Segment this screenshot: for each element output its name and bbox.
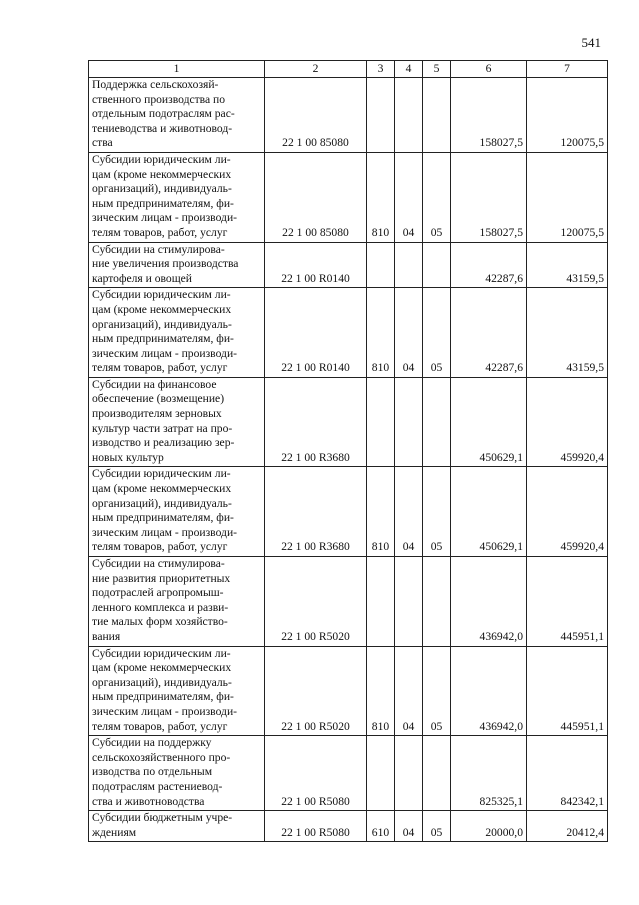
row-col4: 04 [395,152,423,242]
table-row [89,242,608,288]
row-col4 [395,557,423,647]
row-col5: 05 [423,467,451,557]
row-col4: 04 [395,811,423,842]
table-row [89,811,608,842]
row-value-6: 450629,1 [451,377,527,467]
table-row [89,377,608,467]
row-value-6: 158027,5 [451,152,527,242]
header-cell: 2 [265,61,367,78]
row-value-7: 459920,4 [527,467,608,557]
row-description: Субсидии юридическим ли- цам (кроме некоммерческих организаций), индивидуаль- ным предпринимателям, фи- зическим лицам - производи- телям товаров, работ, услуг [89,646,265,736]
row-col5 [423,377,451,467]
row-col4 [395,377,423,467]
row-value-6: 450629,1 [451,467,527,557]
row-col5: 05 [423,811,451,842]
row-col4 [395,736,423,811]
table-row [89,78,608,153]
row-col4 [395,78,423,153]
row-col4: 04 [395,288,423,378]
row-value-6: 20000,0 [451,811,527,842]
row-value-7: 20412,4 [527,811,608,842]
row-col5 [423,736,451,811]
row-col5: 05 [423,288,451,378]
row-value-7: 445951,1 [527,646,608,736]
header-cell: 3 [367,61,395,78]
row-col3: 810 [367,467,395,557]
row-col3 [367,78,395,153]
row-col4 [395,242,423,288]
header-cell: 6 [451,61,527,78]
row-col3 [367,242,395,288]
header-cell: 4 [395,61,423,78]
row-description: Субсидии на стимулирова- ние увеличения производства картофеля и овощей [89,242,265,288]
row-value-6: 825325,1 [451,736,527,811]
row-col4: 04 [395,467,423,557]
header-cell: 5 [423,61,451,78]
row-value-7: 445951,1 [527,557,608,647]
row-code: 22 1 00 R0140 [265,242,367,288]
row-value-6: 436942,0 [451,557,527,647]
row-col3: 810 [367,646,395,736]
row-col3: 810 [367,288,395,378]
row-description: Субсидии на финансовое обеспечение (возмещение) производителям зерновых культур части затрат на про- изводство и реализацию зер- новых культур [89,377,265,467]
page-number: 541 [581,35,601,50]
row-description: Субсидии юридическим ли- цам (кроме некоммерческих организаций), индивидуаль- ным предпринимателям, фи- зическим лицам - производи- телям товаров, работ, услуг [89,467,265,557]
row-code: 22 1 00 R5020 [265,646,367,736]
row-col3 [367,736,395,811]
row-code: 22 1 00 R3680 [265,467,367,557]
row-code: 22 1 00 R3680 [265,377,367,467]
row-value-7: 43159,5 [527,288,608,378]
row-value-7: 459920,4 [527,377,608,467]
row-value-7: 120075,5 [527,78,608,153]
row-value-7: 120075,5 [527,152,608,242]
row-value-6: 158027,5 [451,78,527,153]
table-row [89,467,608,557]
row-code: 22 1 00 R5080 [265,811,367,842]
header-row [89,61,608,78]
row-description: Субсидии на стимулирова- ние развития приоритетных подотраслей агропромыш- ленного комплекса и разви- тие малых форм хозяйство- вания [89,557,265,647]
row-col3 [367,557,395,647]
row-description: Субсидии бюджетным учре- ждениям [89,811,265,842]
table-row [89,736,608,811]
row-col5: 05 [423,152,451,242]
row-col5: 05 [423,646,451,736]
row-col3 [367,377,395,467]
table-row [89,557,608,647]
row-value-6: 42287,6 [451,288,527,378]
row-value-7: 842342,1 [527,736,608,811]
row-code: 22 1 00 85080 [265,78,367,153]
header-cell: 1 [89,61,265,78]
row-col3: 610 [367,811,395,842]
row-col5 [423,242,451,288]
row-code: 22 1 00 R5080 [265,736,367,811]
row-description: Поддержка сельскохозяй- ственного производства по отдельным подотраслям рас- тениеводства и животновод- ства [89,78,265,153]
table-row [89,646,608,736]
header-cell: 7 [527,61,608,78]
row-col5 [423,78,451,153]
row-description: Субсидии юридическим ли- цам (кроме некоммерческих организаций), индивидуаль- ным предпринимателям, фи- зическим лицам - производи- телям товаров, работ, услуг [89,152,265,242]
row-value-6: 436942,0 [451,646,527,736]
budget-table [88,60,608,842]
table-row [89,288,608,378]
row-value-7: 43159,5 [527,242,608,288]
row-code: 22 1 00 85080 [265,152,367,242]
row-col4: 04 [395,646,423,736]
row-description: Субсидии юридическим ли- цам (кроме некоммерческих организаций), индивидуаль- ным предпринимателям, фи- зическим лицам - производи- телям товаров, работ, услуг [89,288,265,378]
row-code: 22 1 00 R0140 [265,288,367,378]
row-description: Субсидии на поддержку сельскохозяйственного про- изводства по отдельным подотраслям растениевод- ства и животноводства [89,736,265,811]
row-col5 [423,557,451,647]
table-row [89,152,608,242]
row-code: 22 1 00 R5020 [265,557,367,647]
row-col3: 810 [367,152,395,242]
row-value-6: 42287,6 [451,242,527,288]
